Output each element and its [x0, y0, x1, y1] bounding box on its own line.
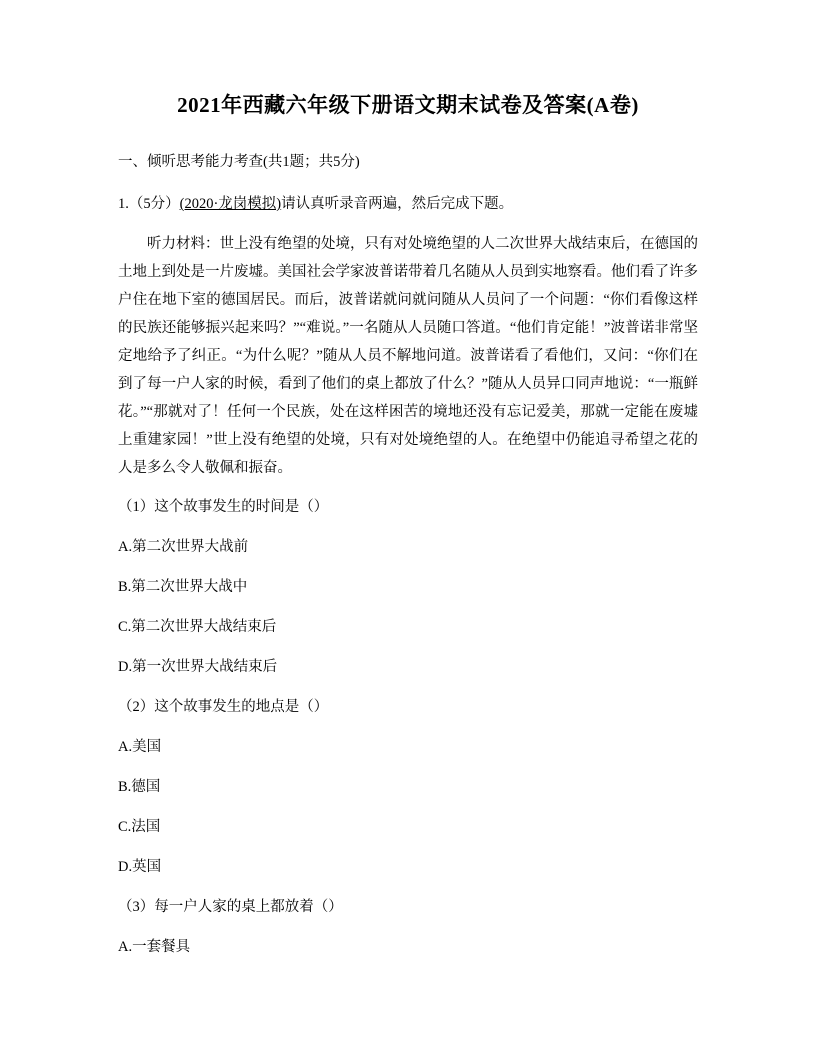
subquestion-2-option-b: B.德国: [118, 779, 161, 795]
listening-material: 听力材料：世上没有绝望的处境，只有对处境绝望的人二次世界大战结束后，在德国的土地上到处是一片废墟。美国社会学家波普诺带着几名随从人员到实地察看。他们看了许多户住在地下室的德国居民。而后，波普诺就问就问随从人员问了一个问题：“你们看像这样的民族还能够振兴起来吗？”“难说。”一名随从人员随口答道。“他们肯定能！”波普诺非常坚定地给予了纠正。“为什么呢？”随从人员不解地问道。波普诺看了看他们，又问：“你们在到了每一户人家的时候，看到了他们的桌上都放了什么？”随从人员异口同声地说：“一瓶鲜花。”“那就对了！任何一个民族，处在这样困苦的境地还没有忘记爱美，那就一定能在废墟上重建家园！”世上没有绝望的处境，只有对处境绝望的人。在绝望中仍能追寻希望之花的人是多么令人敬佩和振奋。: [118, 236, 698, 476]
question-number: 1.（5分）: [118, 196, 180, 212]
question-instruction: 请认真听录音两遍，然后完成下题。: [281, 196, 514, 212]
subquestion-1-stem: （1）这个故事发生的时间是（）: [118, 499, 329, 515]
subquestion-3-stem: （3）每一户人家的桌上都放着（）: [118, 899, 343, 915]
page-title: 2021年西藏六年级下册语文期末试卷及答案(A卷): [177, 93, 639, 117]
question-source: (2020·龙岗模拟): [179, 196, 282, 212]
subquestion-1-option-b: B.第二次世界大战中: [118, 579, 248, 595]
subquestion-1-option-a: A.第二次世界大战前: [118, 539, 249, 555]
subquestion-2-option-a: A.美国: [118, 739, 162, 755]
subquestion-1-option-c: C.第二次世界大战结束后: [118, 619, 277, 635]
subquestion-2-stem: （2）这个故事发生的地点是（）: [118, 699, 329, 715]
subquestion-1-option-d: D.第一次世界大战结束后: [118, 659, 278, 675]
subquestion-3-option-a: A.一套餐具: [118, 939, 191, 955]
section-heading: 一、倾听思考能力考查(共1题；共5分): [118, 154, 360, 170]
subquestion-2-option-d: D.英国: [118, 859, 162, 875]
question-line: [118, 194, 698, 214]
subquestion-2-option-c: C.法国: [118, 819, 161, 835]
